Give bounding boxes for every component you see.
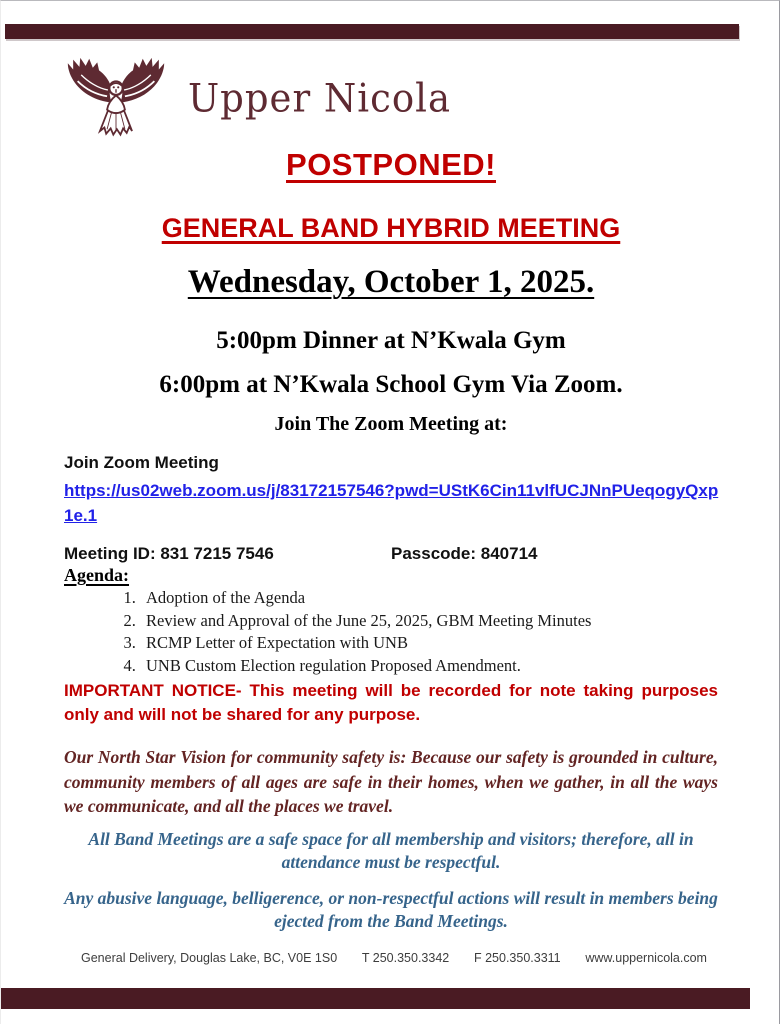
important-notice [64,679,718,727]
safe-space-statement: All Band Meetings are a safe space for all membership and visitors; therefore, all in attendance must be respectful. [88,829,694,872]
agenda-item: 1. Adoption of the Agenda [140,587,720,610]
important-notice-label: IMPORTANT NOTICE- [64,681,242,700]
meeting-title-heading: GENERAL BAND HYBRID MEETING [161,213,621,243]
zoom-meeting-link[interactable]: https://us02web.zoom.us/j/83172157546?pwd=UStK6Cin11vlfUCJNnPUeqogyQxp1e.1 [64,481,719,525]
footer-contact [81,951,707,965]
agenda-heading: Agenda: [64,565,130,585]
agenda-item: 2. Review and Approval of the June 25, 2025, GBM Meeting Minutes [140,610,720,633]
join-zoom-label: Join Zoom Meeting [64,453,219,472]
passcode: Passcode: 840714 [391,544,538,563]
conduct-statement: Any abusive language, belligerence, or non-respectful actions will result in members being ejected from the Band Meetings. [64,888,718,931]
meeting-id: Meeting ID: 831 7215 7546 [64,544,274,563]
north-star-vision-statement: Our North Star Vision for community safety is: Because our safety is grounded in culture, community members of all ages are safe in their homes, when we gather, in all the ways we communicate, and all the places we travel. [64,747,718,816]
postponed-heading: POSTPONED! [286,147,496,182]
dinner-time: 5:00pm Dinner at N’Kwala Gym [216,327,566,354]
footer-fax: F 250.350.3311 [473,951,561,965]
footer-website: www.uppernicola.com [585,951,707,965]
top-maroon-bar [5,24,739,39]
footer-address: General Delivery, Douglas Lake, BC, V0E 1S0 [81,951,338,965]
brand-name: Upper Nicola [188,75,451,122]
important-notice-text: This meeting will be recorded for note taking purposes only and will not be shared for any purpose. [64,681,718,724]
footer-phone: T 250.350.3342 [361,951,450,965]
agenda-list [64,587,720,677]
session-time: 6:00pm at N’Kwala School Gym Via Zoom. [159,371,623,398]
join-meeting-heading: Join The Zoom Meeting at: [274,413,508,435]
owl-spread-wings-icon [58,56,174,141]
agenda-item: 4. UNB Custom Election regulation Proposed Amendment. [140,655,720,678]
bottom-maroon-bar [1,988,750,1009]
meeting-credentials [64,544,724,564]
brand-logo [58,56,451,141]
event-date: Wednesday, October 1, 2025. [187,264,595,300]
agenda-item: 3. RCMP Letter of Expectation with UNB [140,632,720,655]
